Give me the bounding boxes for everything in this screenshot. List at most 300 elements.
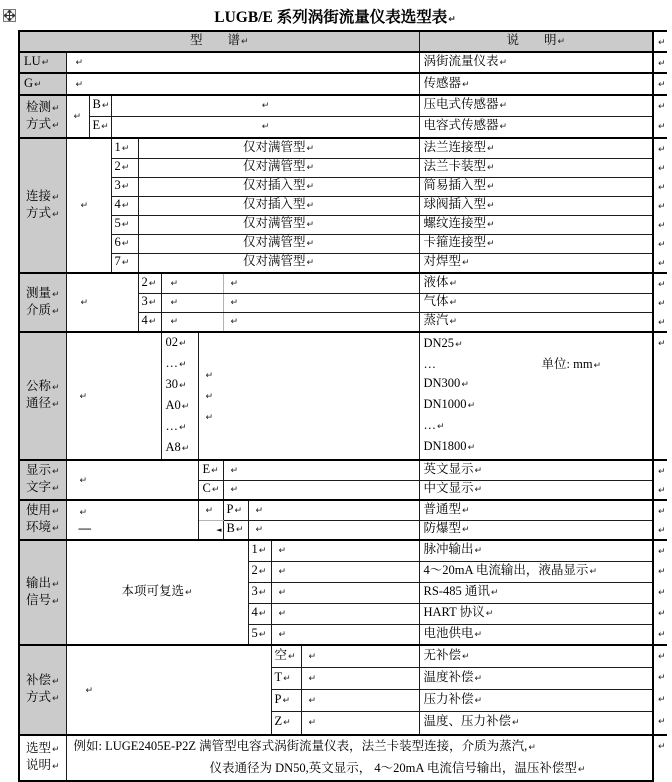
- empty-cell: [66, 460, 198, 500]
- paragraph-mark: ↵: [658, 652, 666, 662]
- row-end-mark: [653, 582, 667, 603]
- empty-cell: [271, 561, 419, 582]
- header-model: 型 谱↵: [19, 31, 419, 52]
- section-label-bore: 公称↵ 通径↵: [19, 332, 66, 460]
- paragraph-mark: ↵: [258, 609, 267, 619]
- empty-cell: [198, 500, 223, 520]
- paragraph-mark: ↵: [75, 79, 84, 90]
- empty-cell: [66, 645, 271, 735]
- row-end-mark: [653, 460, 667, 480]
- option-desc: 中文显示↵: [419, 480, 653, 500]
- row-end-mark: [653, 273, 667, 293]
- paragraph-mark: ↵: [658, 164, 666, 174]
- option-code: 4↵: [111, 196, 138, 215]
- paragraph-mark: ↵: [462, 505, 470, 516]
- option-note: 仅对满管型↵: [138, 215, 419, 234]
- paragraph-mark: ↵: [487, 143, 495, 154]
- paragraph-mark: ↵: [51, 103, 60, 114]
- row-end-mark: [653, 293, 667, 312]
- paragraph-mark: ↵: [121, 220, 130, 230]
- option-desc: 无补偿↵: [419, 645, 653, 667]
- paragraph-mark: ↵: [261, 101, 270, 112]
- paragraph-mark: ↵: [170, 278, 179, 289]
- table-row: [19, 31, 667, 52]
- empty-cell: [223, 460, 419, 480]
- paragraph-mark: ↵: [658, 240, 666, 250]
- section-label-selection: 选型↵ 说明↵: [19, 735, 66, 781]
- empty-cell: [301, 645, 419, 667]
- table-row: [19, 196, 667, 215]
- row-end-mark: [653, 95, 667, 116]
- paragraph-mark: ↵: [261, 122, 270, 133]
- paragraph-mark: ↵: [121, 201, 130, 211]
- row-end-mark: [653, 196, 667, 215]
- paragraph-mark: ↵: [658, 221, 666, 231]
- row-end-mark: [653, 234, 667, 253]
- paragraph-mark: ↵: [593, 361, 602, 371]
- paragraph-mark: ↵: [658, 526, 666, 536]
- paragraph-mark: ↵: [658, 339, 666, 349]
- paragraph-mark: ↵: [658, 673, 666, 683]
- paragraph-mark: ↵: [658, 588, 666, 598]
- row-end-mark: [653, 138, 667, 158]
- option-desc: 液体↵: [419, 273, 653, 293]
- row-end-mark: [653, 73, 667, 95]
- empty-cell: [66, 500, 198, 540]
- empty-cell: [223, 332, 419, 460]
- option-desc: 螺纹连接型↵: [419, 215, 653, 234]
- bore-desc-list: DN25↵ … 单位: mm↵ DN300↵ DN1000↵ …↵ DN1800↵: [419, 332, 653, 460]
- paragraph-mark: ↵: [51, 209, 60, 220]
- paragraph-mark: ↵: [658, 259, 666, 269]
- paragraph-mark: ↵: [658, 630, 666, 640]
- empty-cell: [66, 95, 89, 138]
- paragraph-mark: ↵: [308, 695, 317, 706]
- section-label-output: 输出↵ 信号↵: [19, 540, 66, 645]
- paragraph-mark: ↵: [121, 163, 130, 173]
- option-desc: 4～20mA 电流输出，液晶显示↵: [419, 561, 653, 582]
- paragraph-mark: ↵: [288, 651, 296, 662]
- paragraph-mark: ↵: [51, 694, 60, 704]
- option-desc: 电池供电↵: [419, 624, 653, 645]
- table-row: [19, 500, 667, 520]
- table-row: [19, 52, 667, 73]
- paragraph-mark: ↵: [51, 762, 60, 772]
- paragraph-mark: ↵: [499, 122, 508, 133]
- option-desc: 普通型↵: [419, 500, 653, 520]
- option-code: T↵: [271, 667, 301, 689]
- paragraph-mark: ↵: [658, 59, 666, 69]
- paragraph-mark: ↵: [658, 122, 666, 132]
- paragraph-mark: ↵: [230, 298, 239, 308]
- paragraph-mark: ↵: [658, 145, 666, 155]
- paragraph-mark: ↵: [658, 80, 666, 90]
- paragraph-mark: ↵: [51, 745, 60, 755]
- paragraph-mark: ↵: [258, 629, 267, 640]
- paragraph-mark: ↵: [79, 391, 88, 402]
- paragraph-mark: ↵: [278, 629, 287, 640]
- row-end-mark: [653, 540, 667, 561]
- paragraph-mark: ↵: [80, 298, 89, 308]
- paragraph-mark: ↵: [51, 596, 60, 607]
- option-note: 仅对满管型↵: [138, 138, 419, 158]
- table-row: [19, 158, 667, 177]
- paragraph-mark: ↵: [170, 317, 179, 328]
- option-code: 空↵: [271, 645, 301, 667]
- paragraph-mark: ↵: [306, 258, 315, 269]
- paragraph-mark: ↵: [487, 182, 495, 192]
- paragraph-mark: ↵: [179, 423, 187, 433]
- paragraph-mark: ↵: [184, 588, 193, 598]
- paragraph-mark: ↵: [308, 651, 317, 662]
- paragraph-mark: ↵: [79, 475, 88, 486]
- option-desc: 温度、压力补偿↵: [419, 711, 653, 735]
- page-title: LUGB/E 系列涡街流量仪表选型表↵: [214, 9, 456, 26]
- paragraph-mark: ↵: [80, 201, 89, 211]
- paragraph-mark: ↵: [41, 58, 50, 68]
- row-end-mark: [653, 158, 667, 177]
- option-desc: 英文显示↵: [419, 460, 653, 480]
- header-desc: 说 明↵: [419, 31, 653, 52]
- option-code: P↵: [223, 500, 248, 520]
- paragraph-mark: ↵: [658, 507, 666, 517]
- section-label-medium: 测量↵ 介质↵: [19, 273, 66, 332]
- code-g: G↵: [19, 73, 66, 95]
- row-end-mark: [653, 312, 667, 332]
- option-code: 2↵: [111, 158, 138, 177]
- paragraph-mark: ↵: [658, 38, 666, 48]
- option-code: B↵: [223, 520, 248, 540]
- option-desc: HART 协议↵: [419, 603, 653, 624]
- option-code: 1↵: [111, 138, 138, 158]
- paragraph-mark: ↵: [211, 465, 219, 476]
- option-code: 6↵: [111, 234, 138, 253]
- paragraph-mark: ↵: [121, 258, 130, 269]
- empty-cell: [223, 480, 419, 500]
- paragraph-mark: ↵: [51, 677, 60, 687]
- paragraph-mark: ↵: [240, 37, 249, 47]
- row-end-mark: [653, 735, 667, 781]
- paragraph-mark: ↵: [75, 58, 84, 68]
- paragraph-mark: ↵: [230, 485, 239, 496]
- paragraph-mark: ↵: [205, 391, 214, 402]
- row-end-mark: [653, 177, 667, 196]
- paragraph-mark: ↵: [306, 239, 315, 249]
- desc-g: 传感器↵: [419, 73, 653, 95]
- row-end-mark: [653, 520, 667, 540]
- paragraph-mark: ↵: [490, 588, 499, 598]
- paragraph-mark: ↵: [474, 673, 483, 684]
- paragraph-mark: ↵: [51, 383, 60, 393]
- paragraph-mark: ↵: [258, 567, 267, 577]
- table-row: [19, 95, 667, 116]
- paragraph-mark: ↵: [449, 278, 458, 289]
- paragraph-mark: ↵: [448, 15, 456, 25]
- table-row: [19, 138, 667, 158]
- table-move-handle-icon[interactable]: [3, 9, 16, 22]
- paragraph-mark: ↵: [179, 381, 187, 391]
- row-end-mark: [653, 480, 667, 500]
- table-row: [19, 116, 667, 138]
- paragraph-mark: ↵: [34, 79, 42, 90]
- paragraph-mark: ↵: [258, 588, 267, 598]
- table-row: [19, 234, 667, 253]
- paragraph-mark: ↵: [51, 306, 60, 317]
- table-row: [19, 332, 667, 460]
- table-row: [19, 273, 667, 293]
- paragraph-mark: ↵: [462, 525, 470, 536]
- option-code: E↵: [198, 460, 223, 480]
- paragraph-mark: ↵: [85, 685, 94, 696]
- paragraph-mark: ↵: [557, 37, 566, 47]
- selection-example: 例如: LUGE2405E-P2Z 满管型电容式涡街流量仪表，法兰卡装型连接，介质为蒸汽,↵ 仪表通径为 DN50,英文显示， 4～20mA 电流信号输出，温压补偿型↵: [66, 735, 653, 781]
- empty-cell: [223, 312, 419, 332]
- row-end-mark: [653, 667, 667, 689]
- paragraph-mark: ↵: [467, 443, 476, 453]
- option-desc: 对焊型↵: [419, 253, 653, 273]
- section-label-connection: 连接↵ 方式↵: [19, 138, 66, 273]
- row-end-mark: [653, 52, 667, 73]
- option-note: 仅对插入型↵: [138, 177, 419, 196]
- paragraph-mark: ↵: [658, 299, 666, 309]
- paragraph-mark: ↵: [499, 101, 508, 112]
- option-code: 3↵: [248, 582, 271, 603]
- paragraph-mark: ↵: [306, 201, 315, 211]
- empty-cell: [271, 540, 419, 561]
- paragraph-mark: ↵: [658, 318, 666, 328]
- option-desc: 电容式传感器↵: [419, 116, 653, 138]
- paragraph-mark: ↵: [306, 163, 315, 173]
- row-end-mark: [653, 253, 667, 273]
- option-desc: 防爆型↵: [419, 520, 653, 540]
- paragraph-mark: ↵: [658, 202, 666, 212]
- empty-cell: [248, 500, 419, 520]
- paragraph-mark: ↵: [306, 143, 315, 154]
- paragraph-mark: ↵: [658, 183, 666, 193]
- option-note: 仅对插入型↵: [138, 196, 419, 215]
- empty-cell: [223, 273, 419, 293]
- empty-cell: [111, 116, 419, 138]
- section-label-environment: 使用↵ 环境↵: [19, 500, 66, 540]
- option-desc: 简易插入型↵: [419, 177, 653, 196]
- option-desc: RS-485 通讯↵: [419, 582, 653, 603]
- paragraph-mark: ↵: [487, 239, 495, 249]
- paragraph-mark: ↵: [474, 546, 483, 557]
- paragraph-mark: ↵: [455, 340, 463, 350]
- paragraph-mark: ↵: [658, 742, 666, 752]
- paragraph-mark: ↵: [121, 143, 130, 154]
- option-code: 7↵: [111, 253, 138, 273]
- table-row: [19, 215, 667, 234]
- paragraph-mark: ↵: [179, 339, 187, 349]
- option-desc: 蒸汽↵: [419, 312, 653, 332]
- row-end-mark: [653, 603, 667, 624]
- row-end-mark: [653, 116, 667, 138]
- option-note: 仅对满管型↵: [138, 253, 419, 273]
- paragraph-mark: ↵: [278, 588, 287, 598]
- paragraph-mark: ↵: [181, 402, 190, 412]
- row-end-mark: [653, 215, 667, 234]
- paragraph-mark: ↵: [474, 629, 483, 640]
- paragraph-mark: ↵: [230, 278, 239, 289]
- paragraph-mark: ↵: [101, 101, 110, 112]
- option-code: C↵: [198, 480, 223, 500]
- option-code: 5↵: [111, 215, 138, 234]
- paragraph-mark: ↵: [235, 525, 244, 536]
- paragraph-mark: ↵: [101, 122, 109, 133]
- paragraph-mark: ↵: [308, 673, 317, 684]
- code-lu: LU↵: [19, 52, 66, 73]
- paragraph-mark: ↵: [51, 120, 60, 131]
- paragraph-mark: ↵: [462, 79, 470, 90]
- empty-cell: [271, 582, 419, 603]
- empty-cell: [223, 293, 419, 312]
- paragraph-mark: ↵: [51, 524, 60, 534]
- paragraph-mark: ↵: [658, 486, 666, 496]
- paragraph-mark: ↵: [51, 400, 60, 410]
- empty-cell: [111, 95, 419, 116]
- paragraph-mark: ↵: [487, 220, 495, 230]
- option-code: 4↵: [138, 312, 161, 332]
- paragraph-mark: ↵: [148, 278, 157, 289]
- paragraph-mark: ↵: [449, 317, 458, 328]
- option-desc: 温度补偿↵: [419, 667, 653, 689]
- option-desc: 脉冲输出↵: [419, 540, 653, 561]
- paragraph-mark: ↵: [234, 505, 242, 516]
- option-code: P↵: [271, 689, 301, 711]
- option-code: E↵: [89, 116, 111, 138]
- desc-lu: 涡街流量仪表↵: [419, 52, 653, 73]
- paragraph-mark: ↵: [278, 546, 287, 557]
- empty-cell: [301, 711, 419, 735]
- row-end-mark: [653, 500, 667, 520]
- empty-cell: [271, 603, 419, 624]
- table-row: [19, 177, 667, 196]
- empty-cell: [161, 312, 223, 332]
- option-code: 3↵: [111, 177, 138, 196]
- paragraph-mark: ↵: [51, 192, 60, 203]
- row-end-mark: [653, 645, 667, 667]
- row-end-mark: [653, 332, 667, 460]
- table-row: [19, 73, 667, 95]
- row-end-mark: [653, 711, 667, 735]
- output-note: 本项可复选↵: [66, 540, 248, 645]
- row-end-mark: [653, 624, 667, 645]
- empty-cell: [66, 73, 419, 95]
- paragraph-mark: ↵: [474, 695, 483, 706]
- paragraph-mark: ↵: [658, 547, 666, 557]
- paragraph-mark: ↵: [308, 718, 317, 729]
- paragraph-mark: ↵: [258, 546, 267, 557]
- paragraph-mark: ↵: [658, 280, 666, 290]
- paragraph-mark: ↵: [51, 507, 60, 517]
- option-code: 2↵: [248, 561, 271, 582]
- table-row: [19, 735, 667, 781]
- paragraph-mark: ↵: [205, 505, 214, 516]
- paragraph-mark: ↵: [658, 467, 666, 477]
- paragraph-mark: ↵: [121, 182, 130, 192]
- option-desc: 法兰连接型↵: [419, 138, 653, 158]
- paragraph-mark: ↵: [512, 718, 520, 729]
- paragraph-mark: ↵: [589, 567, 597, 577]
- paragraph-mark: ↵: [51, 467, 60, 477]
- paragraph-mark: ↵: [282, 695, 290, 706]
- paragraph-mark: ↵: [283, 718, 291, 729]
- table-row: [19, 460, 667, 480]
- paragraph-mark: ↵: [658, 717, 666, 727]
- option-code: Z↵: [271, 711, 301, 735]
- empty-cell: [66, 52, 419, 73]
- paragraph-mark: ↵: [306, 182, 315, 192]
- empty-cell: [161, 273, 223, 293]
- empty-cell: [66, 138, 111, 273]
- empty-cell: [248, 520, 419, 540]
- section-label-display: 显示↵ 文字↵: [19, 460, 66, 500]
- section-label-compensation: 补偿↵ 方式↵: [19, 645, 66, 735]
- option-desc: 压力补偿↵: [419, 689, 653, 711]
- row-end-mark: [653, 561, 667, 582]
- paragraph-mark: ↵: [658, 567, 666, 577]
- paragraph-mark: ↵: [658, 102, 666, 112]
- paragraph-mark: ↵: [205, 412, 214, 423]
- paragraph-mark: ↵: [474, 485, 483, 496]
- selection-table: [18, 30, 667, 782]
- paragraph-mark: ↵: [205, 370, 214, 381]
- paragraph-mark: ↵: [148, 298, 157, 308]
- empty-cell: [301, 667, 419, 689]
- unit-label: 单位: mm↵: [541, 357, 602, 371]
- option-note: 仅对满管型↵: [138, 158, 419, 177]
- table-row: [19, 645, 667, 667]
- paragraph-mark: ↵: [148, 317, 157, 328]
- empty-cell: [161, 293, 223, 312]
- paragraph-mark: ↵: [577, 765, 586, 775]
- paragraph-mark: ↵: [658, 609, 666, 619]
- paragraph-mark: ↵: [51, 579, 60, 590]
- paragraph-mark: ↵: [658, 695, 666, 705]
- option-desc: 卡箍连接型↵: [419, 234, 653, 253]
- option-code: 5↵: [248, 624, 271, 645]
- option-desc: 压电式传感器↵: [419, 95, 653, 116]
- dash-mark: —: [78, 521, 90, 535]
- option-code: 2↵: [138, 273, 161, 293]
- paragraph-mark: ↵: [179, 360, 187, 370]
- option-code: 3↵: [138, 293, 161, 312]
- option-desc: 球阀插入型↵: [419, 196, 653, 215]
- section-label-detection: 检测↵ 方式↵: [19, 95, 66, 138]
- paragraph-mark: ↵: [211, 485, 220, 496]
- paragraph-mark: ↵: [51, 484, 60, 494]
- row-end-mark: [653, 31, 667, 52]
- paragraph-mark: ↵: [230, 317, 239, 328]
- paragraph-mark: ↵: [51, 289, 60, 300]
- paragraph-mark: ↵: [437, 422, 445, 432]
- paragraph-mark: ↵: [487, 163, 495, 173]
- empty-cell: [66, 273, 138, 332]
- paragraph-mark: ↵: [528, 743, 536, 753]
- paragraph-mark: ↵: [278, 567, 287, 577]
- option-note: 仅对满管型↵: [138, 234, 419, 253]
- paragraph-mark: ↵: [487, 201, 495, 211]
- paragraph-mark: ↵: [255, 525, 264, 536]
- paragraph-mark: ↵: [255, 505, 264, 516]
- option-desc: 法兰卡装型↵: [419, 158, 653, 177]
- table-row: [19, 540, 667, 561]
- table-row: [19, 253, 667, 273]
- empty-cell: [301, 689, 419, 711]
- option-desc: 气体↵: [419, 293, 653, 312]
- empty-cell: [66, 332, 161, 460]
